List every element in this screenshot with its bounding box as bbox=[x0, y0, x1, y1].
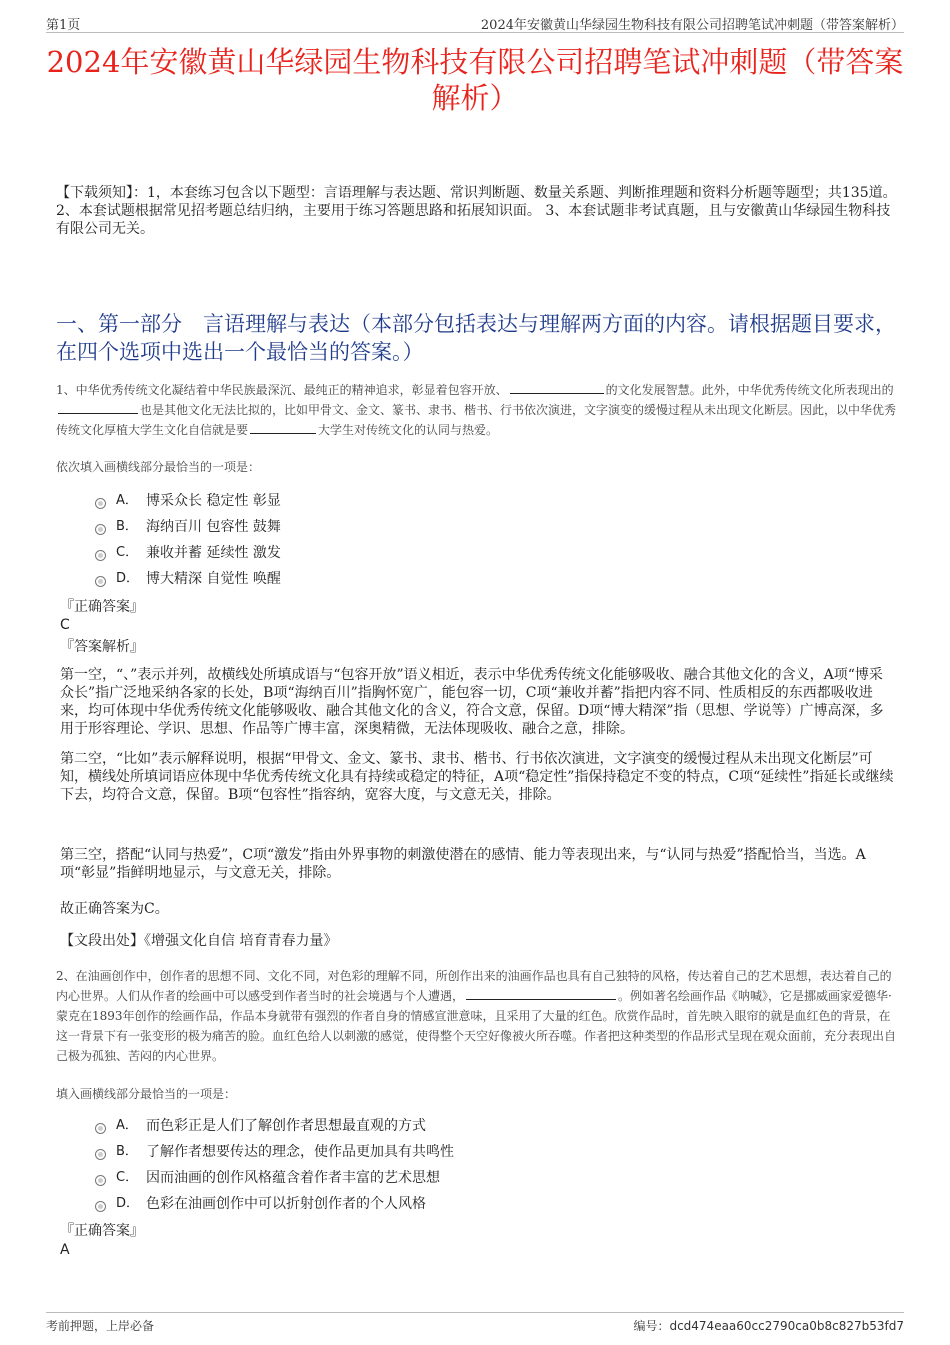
answer-label: 『正确答案』 bbox=[60, 1223, 144, 1239]
analysis-paragraph: 第三空，搭配“认同与热爱”，C项“激发”指由外界事物的刺激使潜在的感情、能力等表现出来，与“认同与热爱”搭配恰当，当选。A项“彰显”指鲜明地显示，与文意无关，排除。 bbox=[60, 847, 866, 881]
question-2-options bbox=[95, 1113, 454, 1217]
answer-label: 『正确答案』 bbox=[60, 599, 144, 615]
correct-answer: A bbox=[60, 1242, 70, 1258]
analysis-paragraph: 第一空，“、”表示并列，故横线处所填成语与“包容开放”语义相近，表示中华优秀传统文化能够吸收、融合其他文化的含义，A项“博采众长”指广泛地采纳各家的长处，B项“海纳百川”指胸怀宽广，能包容一切，C项“兼收并蓄”指把内容不同、性质相反的东西都吸收进来，均可体现中华优秀传统文化能够吸收、融合其他文化的含义，符合文意，保留。D项“博大精深”指（思想、学说等）广博高深，多用于形容理论、学识、思想、作品等广博丰富，深奥精微，无法体现吸收、融合之意，排除。 bbox=[60, 667, 884, 737]
option-d[interactable]: D． 博大精深 自觉性 唤醒 bbox=[95, 566, 281, 592]
analysis-label: 『答案解析』 bbox=[60, 639, 144, 655]
option-c[interactable]: C． 兼收并蓄 延续性 激发 bbox=[95, 540, 281, 566]
section-title: 一、第一部分 言语理解与表达（本部分包括表达与理解两方面的内容。请根据题目要求，在四个选项中选出一个最恰当的答案。） bbox=[56, 312, 896, 364]
download-notice: 【下载须知】：1，本套练习包含以下题型：言语理解与表达题、常识判断题、数量关系题、判断推理题和资料分析题等题型；共135道。 2、本套试题根据常见招考题总结归纳，主要用于练习答题思路和拓展知识面。 3、本套试题非考试真题，且与安徽黄山华绿园生物科技有限公司无关。 bbox=[56, 185, 897, 237]
analysis-conclusion: 故正确答案为C。 bbox=[60, 901, 169, 917]
radio-icon[interactable] bbox=[95, 524, 106, 535]
question-2-prompt: 填入画横线部分最恰当的一项是： bbox=[56, 1087, 237, 1101]
page-footer bbox=[46, 1312, 904, 1333]
radio-icon[interactable] bbox=[95, 1149, 106, 1160]
radio-icon[interactable] bbox=[95, 498, 106, 509]
radio-icon[interactable] bbox=[95, 1175, 106, 1186]
correct-answer: C bbox=[60, 617, 70, 633]
option-a[interactable]: A． 博采众长 稳定性 彰显 bbox=[95, 488, 281, 514]
page-header bbox=[46, 12, 904, 33]
source-reference: 【文段出处】《增强文化自信 培育青春力量》 bbox=[60, 933, 338, 949]
option-a[interactable]: A． 而色彩正是人们了解创作者思想最直观的方式 bbox=[95, 1113, 454, 1139]
question-1-stem: 1、中华优秀传统文化凝结着中华民族最深沉、最纯正的精神追求，彰显着包容开放、 的文化发展智慧。此外，中华优秀传统文化所表现出的也是其他文化无法比拟的，比如甲骨文、金文、篆书、隶书、楷书、行书依次演进，文字演变的缓慢过程从未出现文化断层。因此，以中华优秀传统文化厚植大学生文化自信就是要 大学生对传统文化的认同与热爱。 bbox=[56, 383, 897, 437]
radio-icon[interactable] bbox=[95, 576, 106, 587]
option-c[interactable]: C． 因而油画的创作风格蕴含着作者丰富的艺术思想 bbox=[95, 1165, 454, 1191]
fill-blank bbox=[466, 987, 616, 1000]
radio-icon[interactable] bbox=[95, 550, 106, 561]
option-b[interactable]: B． 海纳百川 包容性 鼓舞 bbox=[95, 514, 281, 540]
question-1-prompt: 依次填入画横线部分最恰当的一项是： bbox=[56, 460, 261, 474]
analysis-paragraph: 第二空，“比如”表示解释说明，根据“甲骨文、金文、篆书、隶书、楷书、行书依次演进，文字演变的缓慢过程从未出现文化断层”可知，横线处所填词语应体现中华优秀传统文化具有持续或稳定的特征，A项“稳定性”指保持稳定不变的特点，C项“延续性”指延长或继续下去，均符合文意，保留。B项“包容性”指容纳，宽容大度，与文意无关，排除。 bbox=[60, 751, 894, 803]
radio-icon[interactable] bbox=[95, 1123, 106, 1134]
option-b[interactable]: B． 了解作者想要传达的理念，使作品更加具有共鸣性 bbox=[95, 1139, 454, 1165]
fill-blank bbox=[58, 401, 138, 414]
header-doc-title: 2024年安徽黄山华绿园生物科技有限公司招聘笔试冲刺题（带答案解析） bbox=[480, 18, 904, 33]
footer-slogan: 考前押题，上岸必备 bbox=[46, 1319, 155, 1333]
fill-blank bbox=[250, 421, 316, 434]
fill-blank bbox=[510, 381, 604, 394]
option-d[interactable]: D． 色彩在油画创作中可以折射创作者的个人风格 bbox=[95, 1191, 454, 1217]
footer-code: 编号：dcd474eaa60cc2790ca0b8c827b53fd7 bbox=[633, 1319, 904, 1333]
page-number: 第1页 bbox=[46, 18, 81, 33]
radio-icon[interactable] bbox=[95, 1201, 106, 1212]
document-title: 2024年安徽黄山华绿园生物科技有限公司招聘笔试冲刺题（带答案解析） bbox=[46, 45, 904, 115]
question-1-options bbox=[95, 488, 281, 592]
question-2-stem: 2、在油画创作中，创作者的思想不同、文化不同，对色彩的理解不同，所创作出来的油画作品也具有自己独特的风格，传达着自己的艺术思想，表达着自己的内心世界。人们从作者的绘画中可以感受到作者当时的社会境遇与个人遭遇， 。例如著名绘画作品《呐喊》，它是挪威画家爱德华·蒙克在1893年创作的绘画作品，作品本身就带有强烈的作者自身的情感宣泄意味，且采用了大量的红色。欣赏作品时，首先映入眼帘的就是血红色的背景，在这一背景下有一张变形的极为痛苦的脸。血红色给人以刺激的感觉，使得整个天空好像被火所吞噬。作者把这种类型的作品形式呈现在观众面前，充分表现出自己极为孤独、苦闷的内心世界。 bbox=[56, 969, 897, 1063]
